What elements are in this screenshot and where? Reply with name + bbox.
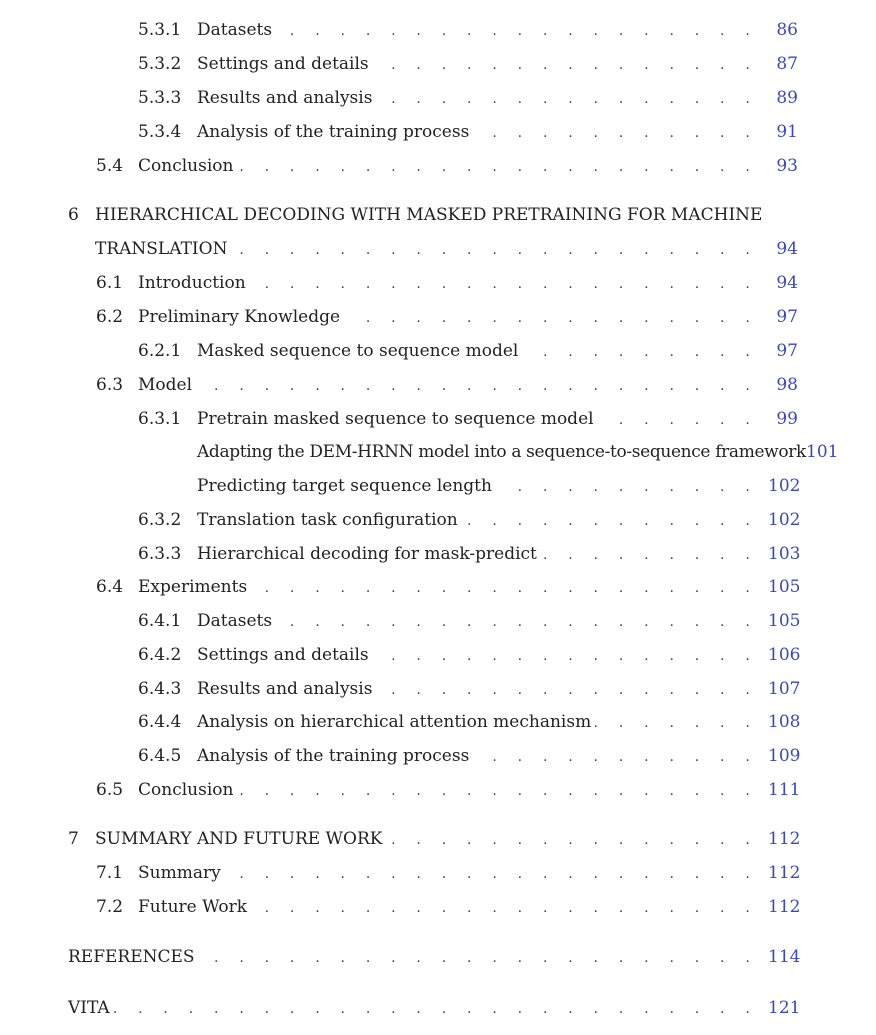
entry-page-link[interactable]: 94 bbox=[776, 273, 798, 293]
toc-entry-5-3-1[interactable] bbox=[138, 13, 798, 47]
entry-title: Experiments bbox=[138, 570, 251, 604]
entry-title: REFERENCES bbox=[68, 940, 199, 974]
entry-title: Model bbox=[138, 368, 196, 402]
entry-title: Introduction bbox=[138, 266, 250, 300]
dot-leader bbox=[373, 48, 758, 82]
dot-leader bbox=[462, 504, 758, 538]
entry-number: 6.2.1 bbox=[138, 341, 182, 361]
entry-page-link[interactable]: 105 bbox=[768, 577, 801, 597]
toc-entry-6-3-3[interactable] bbox=[138, 537, 801, 571]
entry-number: 6.1 bbox=[96, 273, 124, 293]
dot-leader bbox=[541, 538, 758, 572]
dot-leader bbox=[595, 706, 758, 740]
entry-number: 6.4.4 bbox=[138, 712, 182, 732]
entry-page-link[interactable]: 107 bbox=[768, 679, 801, 699]
toc-entry-chapter-7[interactable] bbox=[68, 822, 801, 856]
entry-number: 6.3.1 bbox=[138, 409, 182, 429]
entry-number: 7.1 bbox=[96, 863, 124, 883]
entry-page-link[interactable]: 97 bbox=[776, 341, 798, 361]
entry-number: 6.4.3 bbox=[138, 679, 182, 699]
entry-title: Summary bbox=[138, 856, 225, 890]
entry-title: Settings and details bbox=[197, 47, 373, 81]
entry-title: Predicting target sequence length bbox=[197, 469, 496, 503]
dot-leader bbox=[114, 992, 758, 1026]
dot-leader bbox=[376, 673, 758, 707]
entry-number: 5.3.3 bbox=[138, 88, 182, 108]
entry-number: 5.3.2 bbox=[138, 54, 182, 74]
entry-title: Pretrain masked sequence to sequence model bbox=[197, 402, 598, 436]
entry-title: Future Work bbox=[138, 890, 251, 924]
dot-leader bbox=[276, 605, 758, 639]
entry-page-link[interactable]: 94 bbox=[776, 239, 798, 259]
entry-page-link[interactable]: 93 bbox=[776, 156, 798, 176]
entry-number: 5.4 bbox=[96, 156, 124, 176]
entry-number: 6.3.2 bbox=[138, 510, 182, 530]
entry-number: 6 bbox=[68, 205, 79, 225]
toc-entry-5-3-3[interactable] bbox=[138, 81, 798, 115]
dot-leader bbox=[386, 823, 758, 857]
toc-entry-6-3-2[interactable] bbox=[138, 503, 801, 537]
entry-page-link[interactable]: 112 bbox=[768, 897, 801, 917]
toc-entry-adapting-dem-hrnn[interactable] bbox=[197, 435, 839, 469]
entry-title: Masked sequence to sequence model bbox=[197, 334, 522, 368]
dot-leader bbox=[196, 369, 758, 403]
dot-leader bbox=[473, 116, 758, 150]
dot-leader bbox=[344, 301, 758, 335]
entry-title: Analysis of the training process bbox=[197, 115, 473, 149]
entry-number: 6.4.5 bbox=[138, 746, 182, 766]
entry-title: Conclusion bbox=[138, 773, 237, 807]
entry-page-link[interactable]: 103 bbox=[768, 544, 801, 564]
dot-leader bbox=[376, 82, 758, 116]
entry-page-link[interactable]: 108 bbox=[768, 712, 801, 732]
toc-entry-6-1[interactable] bbox=[96, 266, 798, 300]
entry-page-link[interactable]: 112 bbox=[768, 863, 801, 883]
entry-page-link[interactable]: 99 bbox=[776, 409, 798, 429]
entry-number: 6.3.3 bbox=[138, 544, 182, 564]
toc-entry-6-4-2[interactable] bbox=[138, 638, 801, 672]
entry-title: Datasets bbox=[197, 604, 276, 638]
entry-title: Results and analysis bbox=[197, 81, 376, 115]
entry-title: Analysis of the training process bbox=[197, 739, 473, 773]
entry-page-link[interactable]: 86 bbox=[776, 20, 798, 40]
dot-leader bbox=[522, 335, 758, 369]
entry-title: Datasets bbox=[197, 13, 276, 47]
entry-title: Results and analysis bbox=[197, 672, 376, 706]
toc-entry-6-4-5[interactable] bbox=[138, 739, 801, 773]
entry-page-link[interactable]: 101 bbox=[806, 442, 839, 462]
entry-page-link[interactable]: 111 bbox=[768, 780, 801, 800]
toc-entry-5-4[interactable] bbox=[96, 149, 798, 183]
entry-page-link[interactable]: 106 bbox=[768, 645, 801, 665]
toc-entry-6-2-1[interactable] bbox=[138, 334, 798, 368]
toc-entry-references[interactable] bbox=[68, 940, 801, 974]
dot-leader bbox=[225, 857, 758, 891]
entry-page-link[interactable]: 112 bbox=[768, 829, 801, 849]
toc-entry-predicting-length[interactable] bbox=[197, 469, 801, 503]
entry-title: SUMMARY AND FUTURE WORK bbox=[95, 822, 386, 856]
toc-entry-chapter-6[interactable] bbox=[68, 198, 798, 232]
entry-page-link[interactable]: 97 bbox=[776, 307, 798, 327]
entry-page-link[interactable]: 114 bbox=[768, 947, 801, 967]
toc-entry-6-3-1[interactable] bbox=[138, 402, 798, 436]
dot-leader bbox=[598, 403, 758, 437]
toc-entry-6-4-4[interactable] bbox=[138, 705, 801, 739]
entry-title: VITA bbox=[68, 991, 114, 1025]
toc-entry-vita[interactable] bbox=[68, 991, 801, 1025]
toc-entry-6-4[interactable] bbox=[96, 570, 801, 604]
entry-page-link[interactable]: 102 bbox=[768, 510, 801, 530]
toc-entry-6-3[interactable] bbox=[96, 368, 798, 402]
entry-number: 6.3 bbox=[96, 375, 124, 395]
toc-entry-6-4-3[interactable] bbox=[138, 672, 801, 706]
entry-page-link[interactable]: 109 bbox=[768, 746, 801, 766]
dot-leader bbox=[373, 639, 758, 673]
dot-leader bbox=[276, 14, 758, 48]
entry-title: Adapting the DEM-HRNN model into a sequence-to-sequence framework bbox=[197, 435, 806, 469]
entry-title-continued: TRANSLATION bbox=[95, 232, 231, 266]
dot-leader bbox=[496, 470, 758, 504]
dot-leader bbox=[231, 233, 758, 267]
entry-title: Conclusion bbox=[138, 149, 237, 183]
dot-leader bbox=[199, 941, 758, 975]
entry-title: Translation task configuration bbox=[197, 503, 462, 537]
entry-page-link[interactable]: 91 bbox=[776, 122, 798, 142]
entry-title: Settings and details bbox=[197, 638, 373, 672]
entry-page-link[interactable]: 98 bbox=[776, 375, 798, 395]
toc-entry-6-2[interactable] bbox=[96, 300, 798, 334]
entry-title: Preliminary Knowledge bbox=[138, 300, 344, 334]
entry-page-link[interactable]: 105 bbox=[768, 611, 801, 631]
entry-number: 6.4 bbox=[96, 577, 124, 597]
entry-page-link[interactable]: 89 bbox=[776, 88, 798, 108]
entry-title: Analysis on hierarchical attention mechanism bbox=[197, 705, 595, 739]
toc-entry-7-2[interactable] bbox=[96, 890, 801, 924]
dot-leader bbox=[237, 150, 758, 184]
entry-number: 5.3.4 bbox=[138, 122, 182, 142]
toc-entry-7-1[interactable] bbox=[96, 856, 801, 890]
dot-leader bbox=[251, 891, 758, 925]
entry-number: 7 bbox=[68, 829, 79, 849]
entry-number: 6.2 bbox=[96, 307, 124, 327]
entry-number: 5.3.1 bbox=[138, 20, 182, 40]
toc-entry-5-3-4[interactable] bbox=[138, 115, 798, 149]
entry-number: 6.4.1 bbox=[138, 611, 182, 631]
entry-number: 6.5 bbox=[96, 780, 124, 800]
dot-leader bbox=[250, 267, 758, 301]
toc-entry-5-3-2[interactable] bbox=[138, 47, 798, 81]
entry-page-link[interactable]: 87 bbox=[776, 54, 798, 74]
dot-leader bbox=[237, 774, 758, 808]
entry-title: Hierarchical decoding for mask-predict bbox=[197, 537, 541, 571]
entry-title: HIERARCHICAL DECODING WITH MASKED PRETRAINING FOR MACHINE bbox=[95, 198, 766, 232]
toc-entry-6-4-1[interactable] bbox=[138, 604, 801, 638]
toc-entry-6-5[interactable] bbox=[96, 773, 801, 807]
entry-number: 6.4.2 bbox=[138, 645, 182, 665]
entry-page-link[interactable]: 121 bbox=[768, 998, 801, 1018]
entry-page-link[interactable]: 102 bbox=[768, 476, 801, 496]
entry-number: 7.2 bbox=[96, 897, 124, 917]
toc-entry-chapter-6-continued[interactable] bbox=[95, 232, 798, 266]
dot-leader bbox=[473, 740, 758, 774]
dot-leader bbox=[251, 571, 758, 605]
